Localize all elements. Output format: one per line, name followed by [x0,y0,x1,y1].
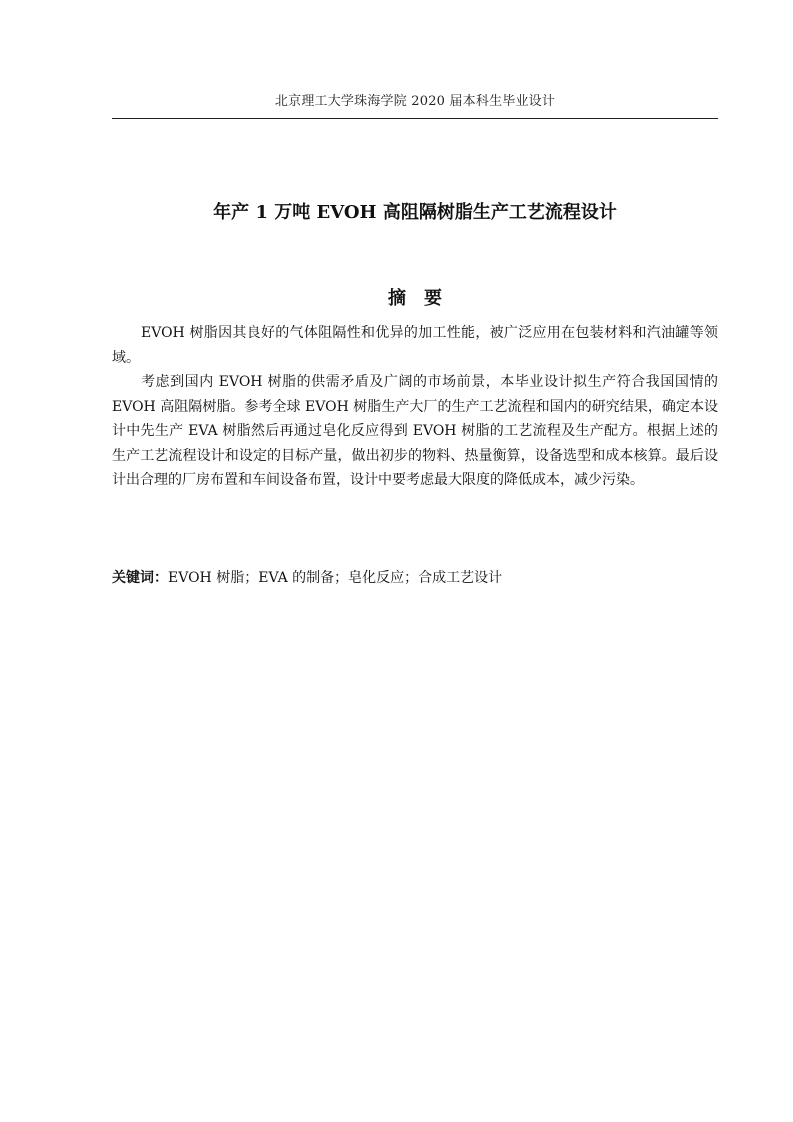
keywords-label: 关键词： [112,570,168,586]
keywords-line [112,566,718,590]
abstract-paragraph: EVOH 树脂因其良好的气体阻隔性和优异的加工性能，被广泛应用在包装材料和汽油罐等领域。 [112,325,718,366]
running-header: 北京理工大学珠海学院 2020 届本科生毕业设计 [274,94,556,109]
abstract-body [112,321,718,493]
abstract-paragraph: 考虑到国内 EVOH 树脂的供需矛盾及广阔的市场前景，本毕业设计拟生产符合我国国情的 EVOH 高阻隔树脂。参考全球 EVOH 树脂生产大厂的生产工艺流程和国内的研究结果，确定本设计中先生产 EVA 树脂然后再通过皂化反应得到 EVOH 树脂的工艺流程及生产配方。根据上述的生产工艺流程设计和设定的目标产量，做出初步的物料、热量衡算，设备选型和成本核算。最后设计出合理的厂房布置和车间设备布置，设计中要考虑最大限度的降低成本，减少污染。 [112,374,718,488]
abstract-heading: 摘要 [388,288,460,309]
keywords-text: EVOH 树脂；EVA 的制备；皂化反应；合成工艺设计 [168,570,503,586]
header-divider [112,118,718,119]
document-title: 年产 1 万吨 EVOH 高阻隔树脂生产工艺流程设计 [213,202,617,223]
